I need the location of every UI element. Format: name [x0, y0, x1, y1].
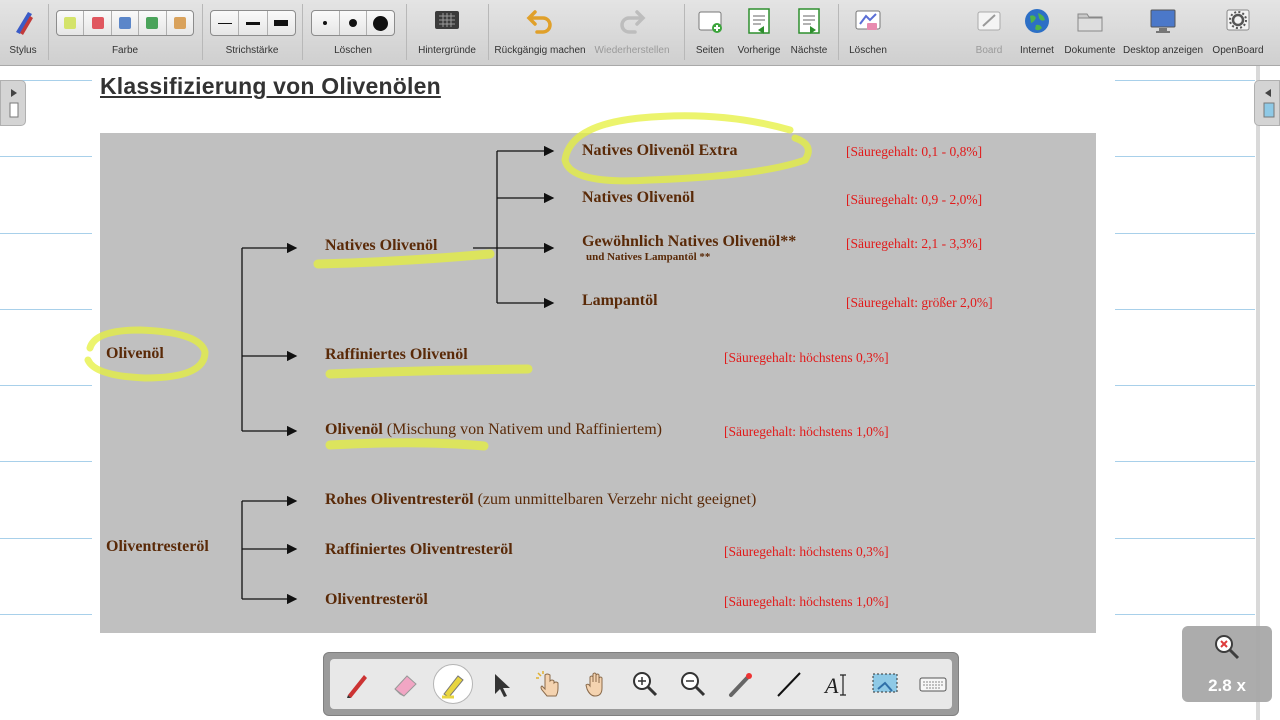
label-rohes: Rohes Oliventresteröl (zum unmittelbaren Verzehr nicht geeignet): [325, 491, 757, 508]
color-swatch[interactable]: [84, 11, 111, 35]
stroke-width-group: Strichstärke: [208, 0, 296, 66]
left-panel-toggle[interactable]: [0, 80, 26, 126]
next-page-icon: [794, 6, 824, 36]
previous-page-icon: [744, 6, 774, 36]
zoom-out-tool-button[interactable]: [670, 659, 716, 709]
olive-oil-classification-diagram: [100, 133, 1096, 633]
zoom-in-tool-button[interactable]: [622, 659, 668, 709]
gear-icon: [1223, 6, 1253, 36]
capture-tool-button[interactable]: [862, 659, 908, 709]
color-swatch[interactable]: [167, 11, 193, 35]
next-page-button[interactable]: Nächste: [786, 0, 832, 66]
zoom-indicator[interactable]: [1182, 626, 1272, 702]
background-grid-icon: [432, 6, 462, 36]
stroke-thin[interactable]: [211, 11, 239, 35]
hand-icon: [582, 669, 612, 699]
label-trester: Oliventresteröl: [325, 591, 428, 608]
selector-tool-button[interactable]: [478, 659, 524, 709]
virtual-keyboard-button[interactable]: [910, 659, 956, 709]
eraser-medium[interactable]: [340, 11, 368, 35]
laser-pointer-icon: [726, 669, 756, 699]
stroke-width-picker[interactable]: [210, 10, 296, 36]
screen-capture-icon: [870, 669, 900, 699]
eraser-large[interactable]: [367, 11, 394, 35]
right-panel-edge: [1256, 66, 1260, 720]
line-icon: [774, 669, 804, 699]
right-panel-toggle[interactable]: [1254, 80, 1280, 126]
zoom-reset-icon: [1212, 632, 1242, 662]
redo-button[interactable]: Wiederherstellen: [590, 0, 674, 66]
chevron-right-icon: [1, 81, 27, 127]
label-gewoehnlich: Gewöhnlich Natives Olivenöl**: [582, 233, 797, 250]
acid-raff-trester: [Säuregehalt: höchstens 0,3%]: [724, 544, 889, 559]
tool-palette: [323, 652, 959, 716]
zoom-in-icon: [630, 669, 660, 699]
pointing-hand-icon: [534, 669, 564, 699]
highlighter-icon: [438, 669, 468, 699]
backgrounds-button[interactable]: Hintergründe: [410, 0, 484, 66]
acid-gewoehnlich: [Säuregehalt: 2,1 - 3,3%]: [846, 236, 983, 251]
zoom-out-icon: [678, 669, 708, 699]
monitor-icon: [1148, 6, 1178, 36]
board-button[interactable]: Board: [966, 0, 1012, 66]
openboard-menu-button[interactable]: OpenBoard: [1208, 0, 1268, 66]
acid-extra: [Säuregehalt: 0,1 - 0,8%]: [846, 144, 983, 159]
laser-pointer-tool-button[interactable]: [718, 659, 764, 709]
stylus-button[interactable]: Stylus: [0, 0, 46, 66]
previous-page-button[interactable]: Vorherige: [734, 0, 784, 66]
hand-tool-button[interactable]: [574, 659, 620, 709]
label-raffiniertes: Raffiniertes Olivenöl: [325, 346, 468, 363]
diagram-connectors: [100, 133, 1096, 633]
documents-button[interactable]: Dokumente: [1062, 0, 1118, 66]
interact-tool-button[interactable]: [526, 659, 572, 709]
pointer-arrow-icon: [486, 669, 516, 699]
label-natives-olivenoel: Natives Olivenöl: [325, 237, 438, 254]
label-mischung: Olivenöl (Mischung von Nativem und Raffiniertem): [325, 421, 662, 438]
acid-natives: [Säuregehalt: 0,9 - 2,0%]: [846, 192, 983, 207]
keyboard-icon: [918, 669, 948, 699]
stroke-medium[interactable]: [239, 11, 267, 35]
chevron-left-icon: [1255, 81, 1280, 127]
undo-button[interactable]: Rückgängig machen: [490, 0, 590, 66]
stylus-icon: [8, 6, 38, 36]
top-toolbar: [0, 0, 1280, 66]
color-swatch[interactable]: [57, 11, 84, 35]
clear-page-icon: [853, 6, 883, 36]
zoom-level: 2.8 x: [1208, 676, 1246, 695]
label-natives-extra: Natives Olivenöl Extra: [582, 142, 738, 159]
line-tool-button[interactable]: [766, 659, 812, 709]
page-title: Klassifizierung von Olivenölen: [100, 73, 441, 99]
pen-icon: [342, 669, 372, 699]
folder-icon: [1075, 6, 1105, 36]
eraser-tool-button[interactable]: [382, 659, 428, 709]
color-swatch[interactable]: [139, 11, 166, 35]
acid-lampant: [Säuregehalt: größer 2,0%]: [846, 295, 993, 310]
text-tool-button[interactable]: [814, 659, 860, 709]
label-oliventresteroel: Oliventresteröl: [106, 538, 209, 555]
redo-icon: [617, 6, 647, 36]
add-page-icon: [695, 6, 725, 36]
label-natives: Natives Olivenöl: [582, 189, 695, 206]
acid-trester: [Säuregehalt: höchstens 1,0%]: [724, 594, 889, 609]
svg-text:A: A: [825, 673, 839, 698]
acid-raffiniert: [Säuregehalt: höchstens 0,3%]: [724, 350, 889, 365]
color-group: Farbe: [54, 0, 196, 66]
label-lampantoel: Lampantöl: [582, 292, 658, 309]
acid-mischung: [Säuregehalt: höchstens 1,0%]: [724, 424, 889, 439]
stroke-thick[interactable]: [268, 11, 295, 35]
pages-button[interactable]: Seiten: [688, 0, 732, 66]
label-lampant-sub: und Natives Lampantöl **: [586, 251, 711, 263]
label-olivenoel: Olivenöl: [106, 345, 164, 362]
eraser-small[interactable]: [312, 11, 340, 35]
globe-icon: [1022, 6, 1052, 36]
color-swatch[interactable]: [112, 11, 139, 35]
highlighter-tool-button[interactable]: [430, 659, 476, 709]
clear-page-button[interactable]: Löschen: [842, 0, 894, 66]
board-icon: [974, 6, 1004, 36]
pen-tool-button[interactable]: [334, 659, 380, 709]
internet-button[interactable]: Internet: [1014, 0, 1060, 66]
text-icon: [822, 669, 852, 699]
color-picker[interactable]: [56, 10, 194, 36]
label-raff-trester: Raffiniertes Oliventresteröl: [325, 541, 513, 558]
eraser-size-picker[interactable]: [311, 10, 395, 36]
eraser-icon: [390, 669, 420, 699]
undo-icon: [525, 6, 555, 36]
show-desktop-button[interactable]: Desktop anzeigen: [1120, 0, 1206, 66]
eraser-size-group: Löschen: [308, 0, 398, 66]
